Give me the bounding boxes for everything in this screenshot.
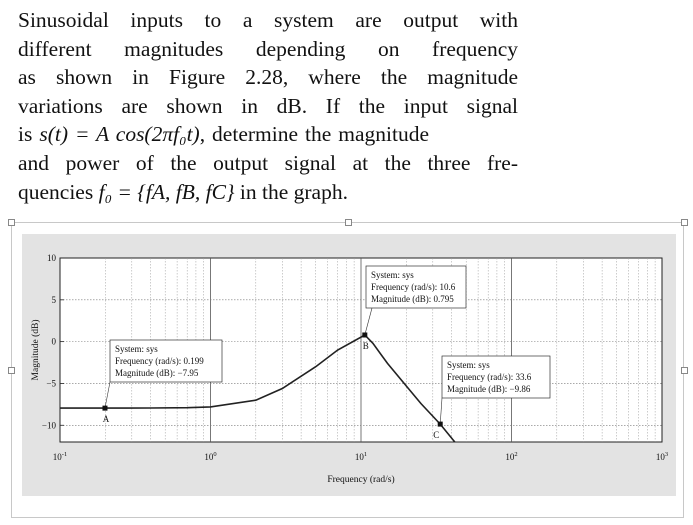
point-label-b: B — [362, 340, 369, 351]
x-tick-label: $10^{-1}$ — [52, 451, 68, 462]
frequency-set-equation: f₀ = {fA, fB, fC} — [98, 179, 235, 204]
data-marker-b — [362, 332, 367, 337]
y-tick-label: 0 — [51, 336, 56, 347]
problem-line: Sinusoidal inputs to a system are output with — [18, 8, 518, 32]
signal-equation: s(t) = A cos(2πf₀t) — [39, 122, 200, 147]
resize-handle-middle-right[interactable] — [681, 367, 688, 374]
resize-handle-top-middle[interactable] — [345, 219, 352, 226]
problem-line: as shown in Figure 2.28, where the magnitude — [18, 65, 518, 90]
y-tick-label: 10 — [47, 253, 56, 263]
problem-text-fragment: in the graph. — [234, 179, 348, 204]
x-tick-label: $10^0$ — [204, 451, 217, 462]
x-axis-label: Frequency (rad/s) — [327, 475, 395, 485]
y-tick-label: −5 — [46, 378, 56, 389]
x-tick-label: $10^1$ — [354, 451, 368, 462]
y-tick-label: 5 — [51, 294, 56, 305]
point-label-c: C — [433, 430, 440, 441]
resize-handle-top-left[interactable] — [8, 219, 15, 226]
y-axis-label: Magnitude (dB) — [31, 319, 41, 381]
resize-handle-middle-left[interactable] — [8, 367, 15, 374]
x-axis-ticks — [53, 451, 668, 462]
annotation-text: Frequency (rad/s): 33.6 — [447, 372, 532, 382]
annotation-text: System: sys — [371, 270, 414, 280]
problem-line: variations are shown in dB. If the input signal — [18, 93, 518, 118]
problem-text-fragment: quencies — [18, 179, 99, 204]
x-tick-label: $10^2$ — [505, 451, 518, 462]
problem-line: and power of the output signal at the three fre- — [18, 150, 518, 175]
problem-text-fragment: , determine the magnitude — [199, 122, 429, 147]
point-label-a: A — [102, 414, 110, 425]
y-tick-label: −10 — [41, 420, 56, 431]
annotation-text: Frequency (rad/s): 10.6 — [371, 282, 456, 292]
bode-magnitude-chart — [22, 234, 676, 496]
problem-line — [18, 178, 518, 207]
x-tick-label: $10^3$ — [655, 451, 669, 462]
problem-line — [18, 120, 518, 149]
problem-line: different magnitudes depending on frequency — [18, 36, 518, 61]
problem-statement — [18, 6, 518, 206]
data-marker-a — [102, 406, 107, 411]
annotation-text: Magnitude (dB): −9.86 — [447, 384, 531, 394]
annotation-text: System: sys — [447, 360, 490, 370]
annotation-text: Magnitude (dB): −7.95 — [115, 368, 199, 378]
data-marker-c — [438, 422, 443, 427]
problem-text-fragment: is — [18, 122, 40, 147]
resize-handle-top-right[interactable] — [681, 219, 688, 226]
annotation-text: System: sys — [115, 344, 158, 354]
annotation-text: Frequency (rad/s): 0.199 — [115, 356, 204, 366]
annotation-text: Magnitude (dB): 0.795 — [371, 294, 454, 304]
